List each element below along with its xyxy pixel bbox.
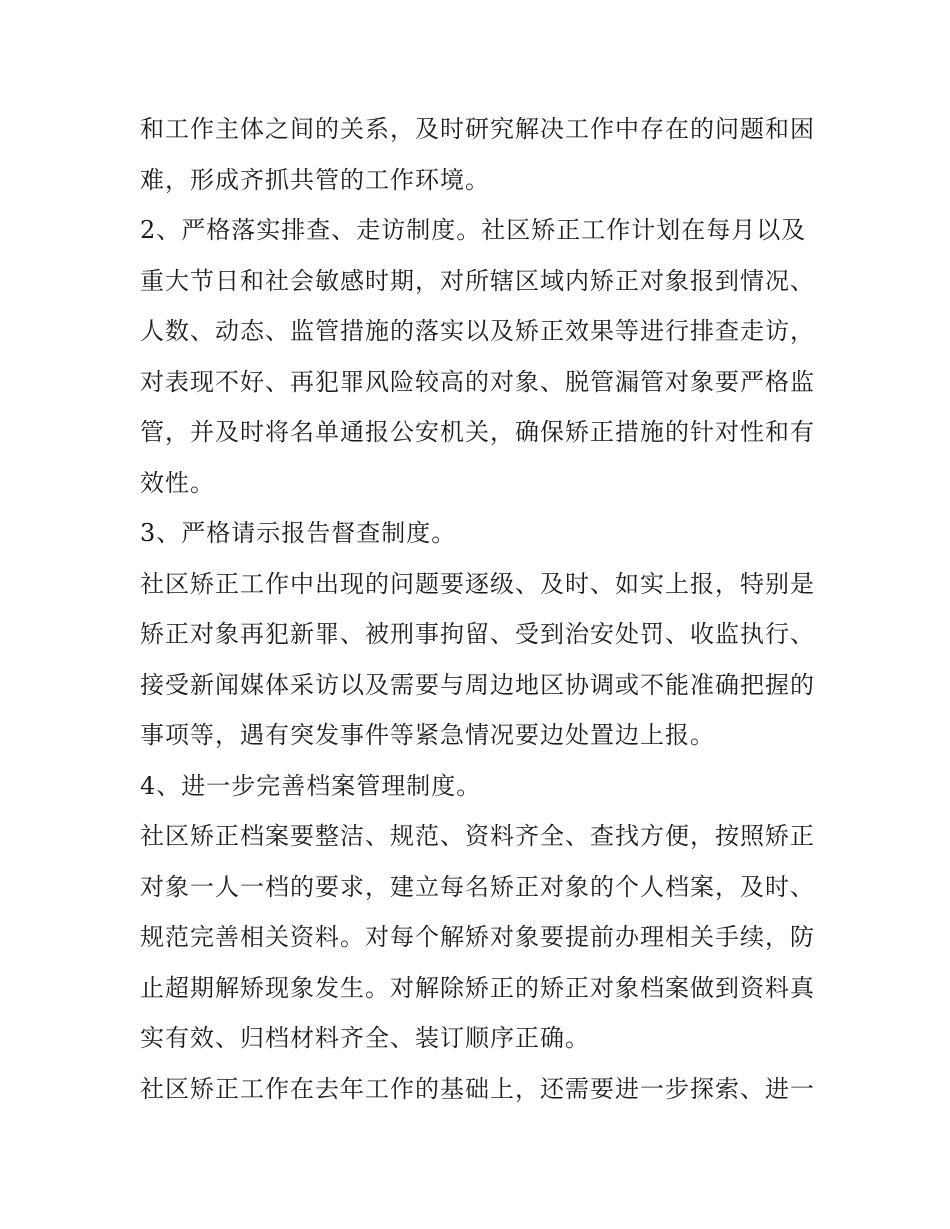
text-line-6: 对表现不好、再犯罪风险较高的对象、脱管漏管对象要严格监 — [140, 367, 815, 396]
text-line-2: 难，形成齐抓共管的工作环境。 — [140, 165, 490, 194]
text-line-3: 2、严格落实排查、走访制度。社区矫正工作计划在每月以及 — [140, 216, 807, 244]
text-line-5: 人数、动态、监管措施的落实以及矫正效果等进行排查走访， — [140, 317, 815, 345]
text-line-1: 和工作主体之间的关系，及时研究解决工作中存在的问题和困 — [140, 115, 815, 143]
text-line-11: 矫正对象再犯新罪、被刑事拘留、受到治安处罚、收监执行、 — [140, 620, 815, 648]
text-line-10: 社区矫正工作中出现的问题要逐级、及时、如实上报，特别是 — [140, 569, 815, 598]
text-line-17: 规范完善相关资料。对每个解矫对象要提前办理相关手续，防 — [140, 923, 815, 951]
text-line-8: 效性。 — [140, 468, 215, 497]
text-line-18: 止超期解矫现象发生。对解除矫正的矫正对象档案做到资料真 — [140, 973, 815, 1002]
text-line-7: 管，并及时将名单通报公安机关，确保矫正措施的针对性和有 — [140, 418, 815, 446]
document-body — [140, 104, 820, 1114]
text-line-12: 接受新闻媒体采访以及需要与周边地区协调或不能准确把握的 — [140, 670, 815, 699]
text-line-14: 4、进一步完善档案管理制度。 — [140, 771, 482, 800]
text-line-9: 3、严格请示报告督查制度。 — [140, 519, 457, 547]
text-line-15: 社区矫正档案要整洁、规范、资料齐全、查找方便，按照矫正 — [140, 822, 815, 850]
text-line-4: 重大节日和社会敏感时期，对所辖区域内矫正对象报到情况、 — [140, 266, 815, 295]
text-line-13: 事项等，遇有突发事件等紧急情况要边处置边上报。 — [140, 721, 715, 749]
text-line-19: 实有效、归档材料齐全、装订顺序正确。 — [140, 1024, 590, 1052]
text-line-20: 社区矫正工作在去年工作的基础上，还需要进一步探索、进一 — [140, 1074, 815, 1103]
text-line-16: 对象一人一档的要求，建立每名矫正对象的个人档案，及时、 — [140, 872, 815, 901]
